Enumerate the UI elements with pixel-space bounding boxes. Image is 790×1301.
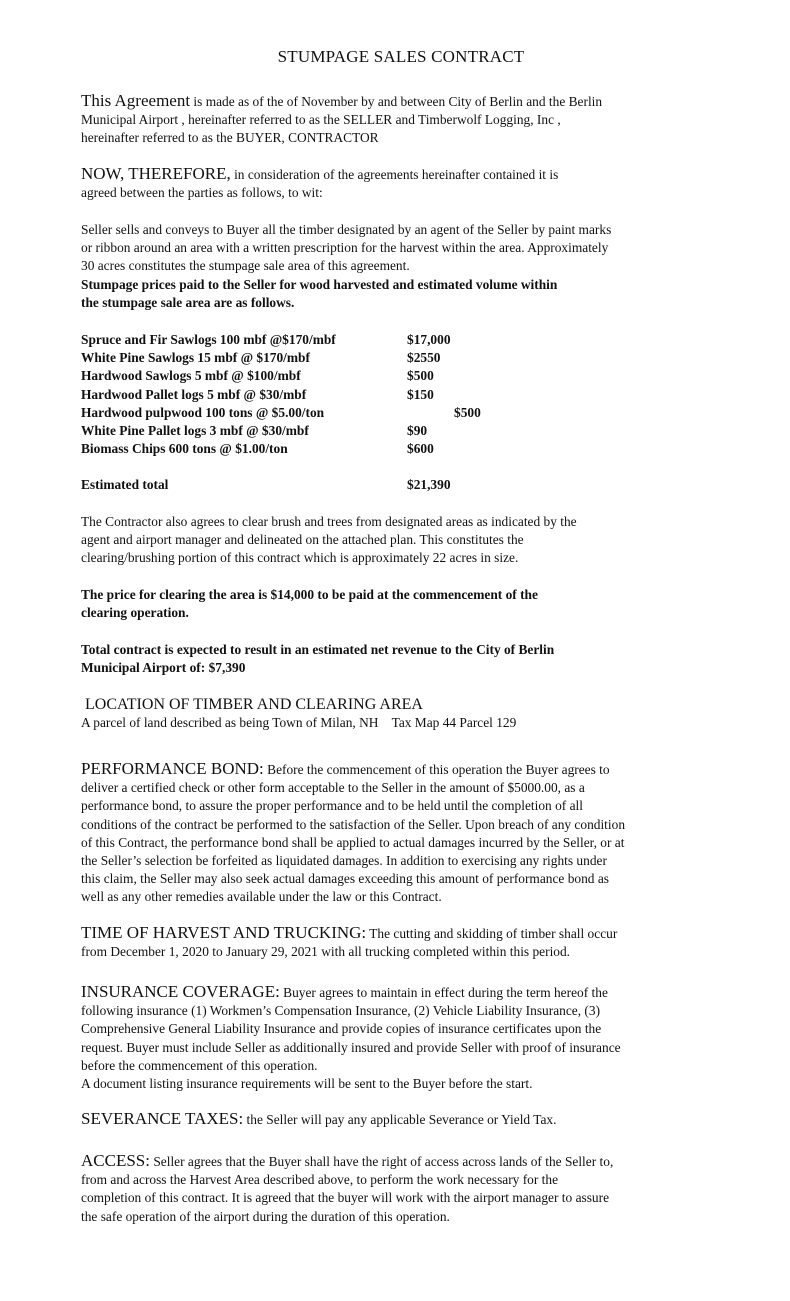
performance-bond-section [81, 760, 625, 907]
price-description: Hardwood Sawlogs 5 mbf @ $100/mbf [81, 368, 301, 384]
access-heading: ACCESS: [81, 1151, 150, 1170]
location-section [81, 696, 516, 732]
price-amount: $600 [407, 441, 434, 457]
time-of-harvest-heading: TIME OF HARVEST AND TRUCKING: [81, 923, 367, 942]
performance-bond-line: this claim, the Seller may also seek actual damages exceeding this amount of performance bond as [81, 871, 610, 887]
location-text: A parcel of land described as being Town of Milan, NH Tax Map 44 Parcel 129 [81, 715, 517, 731]
intro-lead: This Agreement [81, 91, 191, 110]
price-amount: $2550 [407, 350, 441, 366]
access-line: the safe operation of the airport during the duration of this operation. [81, 1208, 450, 1224]
insurance-line: before the commencement of this operation. [81, 1057, 318, 1073]
performance-bond-line: well as any other remedies available under the law or this Contract. [81, 889, 442, 905]
insurance-section [81, 983, 621, 1093]
location-heading: LOCATION OF TIMBER AND CLEARING AREA [81, 696, 423, 713]
performance-bond-line: the Seller’s selection be forfeited as liquidated damages. In addition to exercising any rights under [81, 853, 607, 869]
clearing-line: clearing/brushing portion of this contract which is approximately 22 acres in size. [81, 550, 519, 566]
price-description: Hardwood pulpwood 100 tons @ $5.00/ton [81, 404, 325, 420]
price-amount: $500 [407, 368, 434, 384]
clearing-line: The Contractor also agrees to clear brush and trees from designated areas as indicated by the [81, 514, 577, 529]
total-label: Estimated total [81, 477, 169, 492]
insurance-line: request. Buyer must include Seller as additionally insured and provide Seller with proof of insurance [81, 1039, 621, 1055]
price-amount: $150 [407, 386, 434, 402]
performance-bond-line: conditions of the contract be performed to the satisfaction of the Seller. Upon breach of any condition [81, 816, 626, 832]
price-description: Biomass Chips 600 tons @ $1.00/ton [81, 441, 288, 457]
insurance-line: A document listing insurance requirements will be sent to the Buyer before the start. [81, 1076, 533, 1092]
access-line: from and across the Harvest Area described above, to perform the work necessary for the [81, 1172, 559, 1188]
price-amount: $17,000 [407, 332, 451, 347]
insurance-line: Comprehensive General Liability Insurance and provide copies of insurance certificates upon the [81, 1021, 602, 1037]
sale-bold-line: Stumpage prices paid to the Seller for wood harvested and estimated volume within [81, 276, 558, 292]
net-revenue-paragraph [81, 641, 554, 677]
insurance-line: Buyer agrees to maintain in effect during the term hereof the [279, 985, 608, 1000]
whereas-line: in consideration of the agreements hereinafter contained it is [230, 167, 559, 182]
performance-bond-line: of this Contract, the performance bond shall be applied to actual damages incurred by the Seller, or at [81, 834, 625, 850]
intro-line: hereinafter referred to as the BUYER, CONTRACTOR [81, 130, 379, 146]
sale-paragraph [81, 221, 611, 312]
clearing-paragraph [81, 513, 577, 568]
clearing-price-line: The price for clearing the area is $14,000 to be paid at the commencement of the [81, 587, 538, 602]
price-amount: $500 [454, 404, 481, 420]
clearing-line: agent and airport manager and delineated on the attached plan. This constitutes the [81, 532, 524, 548]
performance-bond-line: performance bond, to assure the proper performance and to be held until the completion of all [81, 798, 583, 814]
intro-line: Municipal Airport , hereinafter referred to as the SELLER and Timberwolf Logging, Inc , [81, 112, 561, 128]
sale-line: or ribbon around an area with a written prescription for the harvest within the area. Approximately [81, 240, 609, 256]
access-line: Seller agrees that the Buyer shall have the right of access across lands of the Seller to, [149, 1154, 614, 1169]
total-amount: $21,390 [407, 477, 451, 492]
price-description: White Pine Sawlogs 15 mbf @ $170/mbf [81, 350, 310, 366]
severance-taxes-heading: SEVERANCE TAXES: [81, 1109, 244, 1128]
sale-line: 30 acres constitutes the stumpage sale area of this agreement. [81, 258, 410, 274]
net-revenue-line: Municipal Airport of: $7,390 [81, 660, 246, 676]
insurance-line: following insurance (1) Workmen’s Compensation Insurance, (2) Vehicle Liability Insurance, (3) [81, 1003, 601, 1019]
access-line: completion of this contract. It is agreed that the buyer will work with the airport manager to assure [81, 1190, 610, 1206]
severance-taxes-text: the Seller will pay any applicable Severance or Yield Tax. [243, 1112, 557, 1127]
severance-taxes-section [81, 1110, 556, 1129]
price-description: Spruce and Fir Sawlogs 100 mbf @$170/mbf [81, 332, 336, 347]
performance-bond-heading: PERFORMANCE BOND: [81, 759, 264, 778]
whereas-line: agreed between the parties as follows, to wit: [81, 185, 323, 201]
clearing-price-paragraph [81, 586, 538, 622]
sale-bold-line: the stumpage sale area are as follows. [81, 294, 295, 310]
time-of-harvest-section [81, 924, 617, 961]
price-amount: $90 [407, 422, 428, 438]
net-revenue-line: Total contract is expected to result in an estimated net revenue to the City of Berlin [81, 642, 555, 657]
time-of-harvest-line: The cutting and skidding of timber shall occur [366, 926, 618, 941]
performance-bond-line: Before the commencement of this operation the Buyer agrees to [263, 762, 610, 777]
insurance-heading: INSURANCE COVERAGE: [81, 982, 280, 1001]
estimated-total-row [81, 476, 581, 494]
intro-line: is made as of the of November by and between City of Berlin and the Berlin [190, 94, 603, 109]
intro-paragraph [81, 92, 602, 148]
time-of-harvest-line: from December 1, 2020 to January 29, 2021 with all trucking completed within this period. [81, 944, 571, 960]
whereas-lead: NOW, THEREFORE, [81, 164, 231, 183]
price-description: Hardwood Pallet logs 5 mbf @ $30/mbf [81, 386, 307, 402]
sale-line: Seller sells and conveys to Buyer all the timber designated by an agent of the Seller by paint marks [81, 222, 612, 237]
performance-bond-line: deliver a certified check or other form acceptable to the Seller in the amount of $5000.00, as a [81, 780, 585, 796]
document-title: STUMPAGE SALES CONTRACT [277, 47, 525, 66]
access-section [81, 1152, 613, 1226]
whereas-paragraph [81, 165, 558, 202]
clearing-price-line: clearing operation. [81, 605, 189, 621]
price-description: White Pine Pallet logs 3 mbf @ $30/mbf [81, 422, 309, 438]
